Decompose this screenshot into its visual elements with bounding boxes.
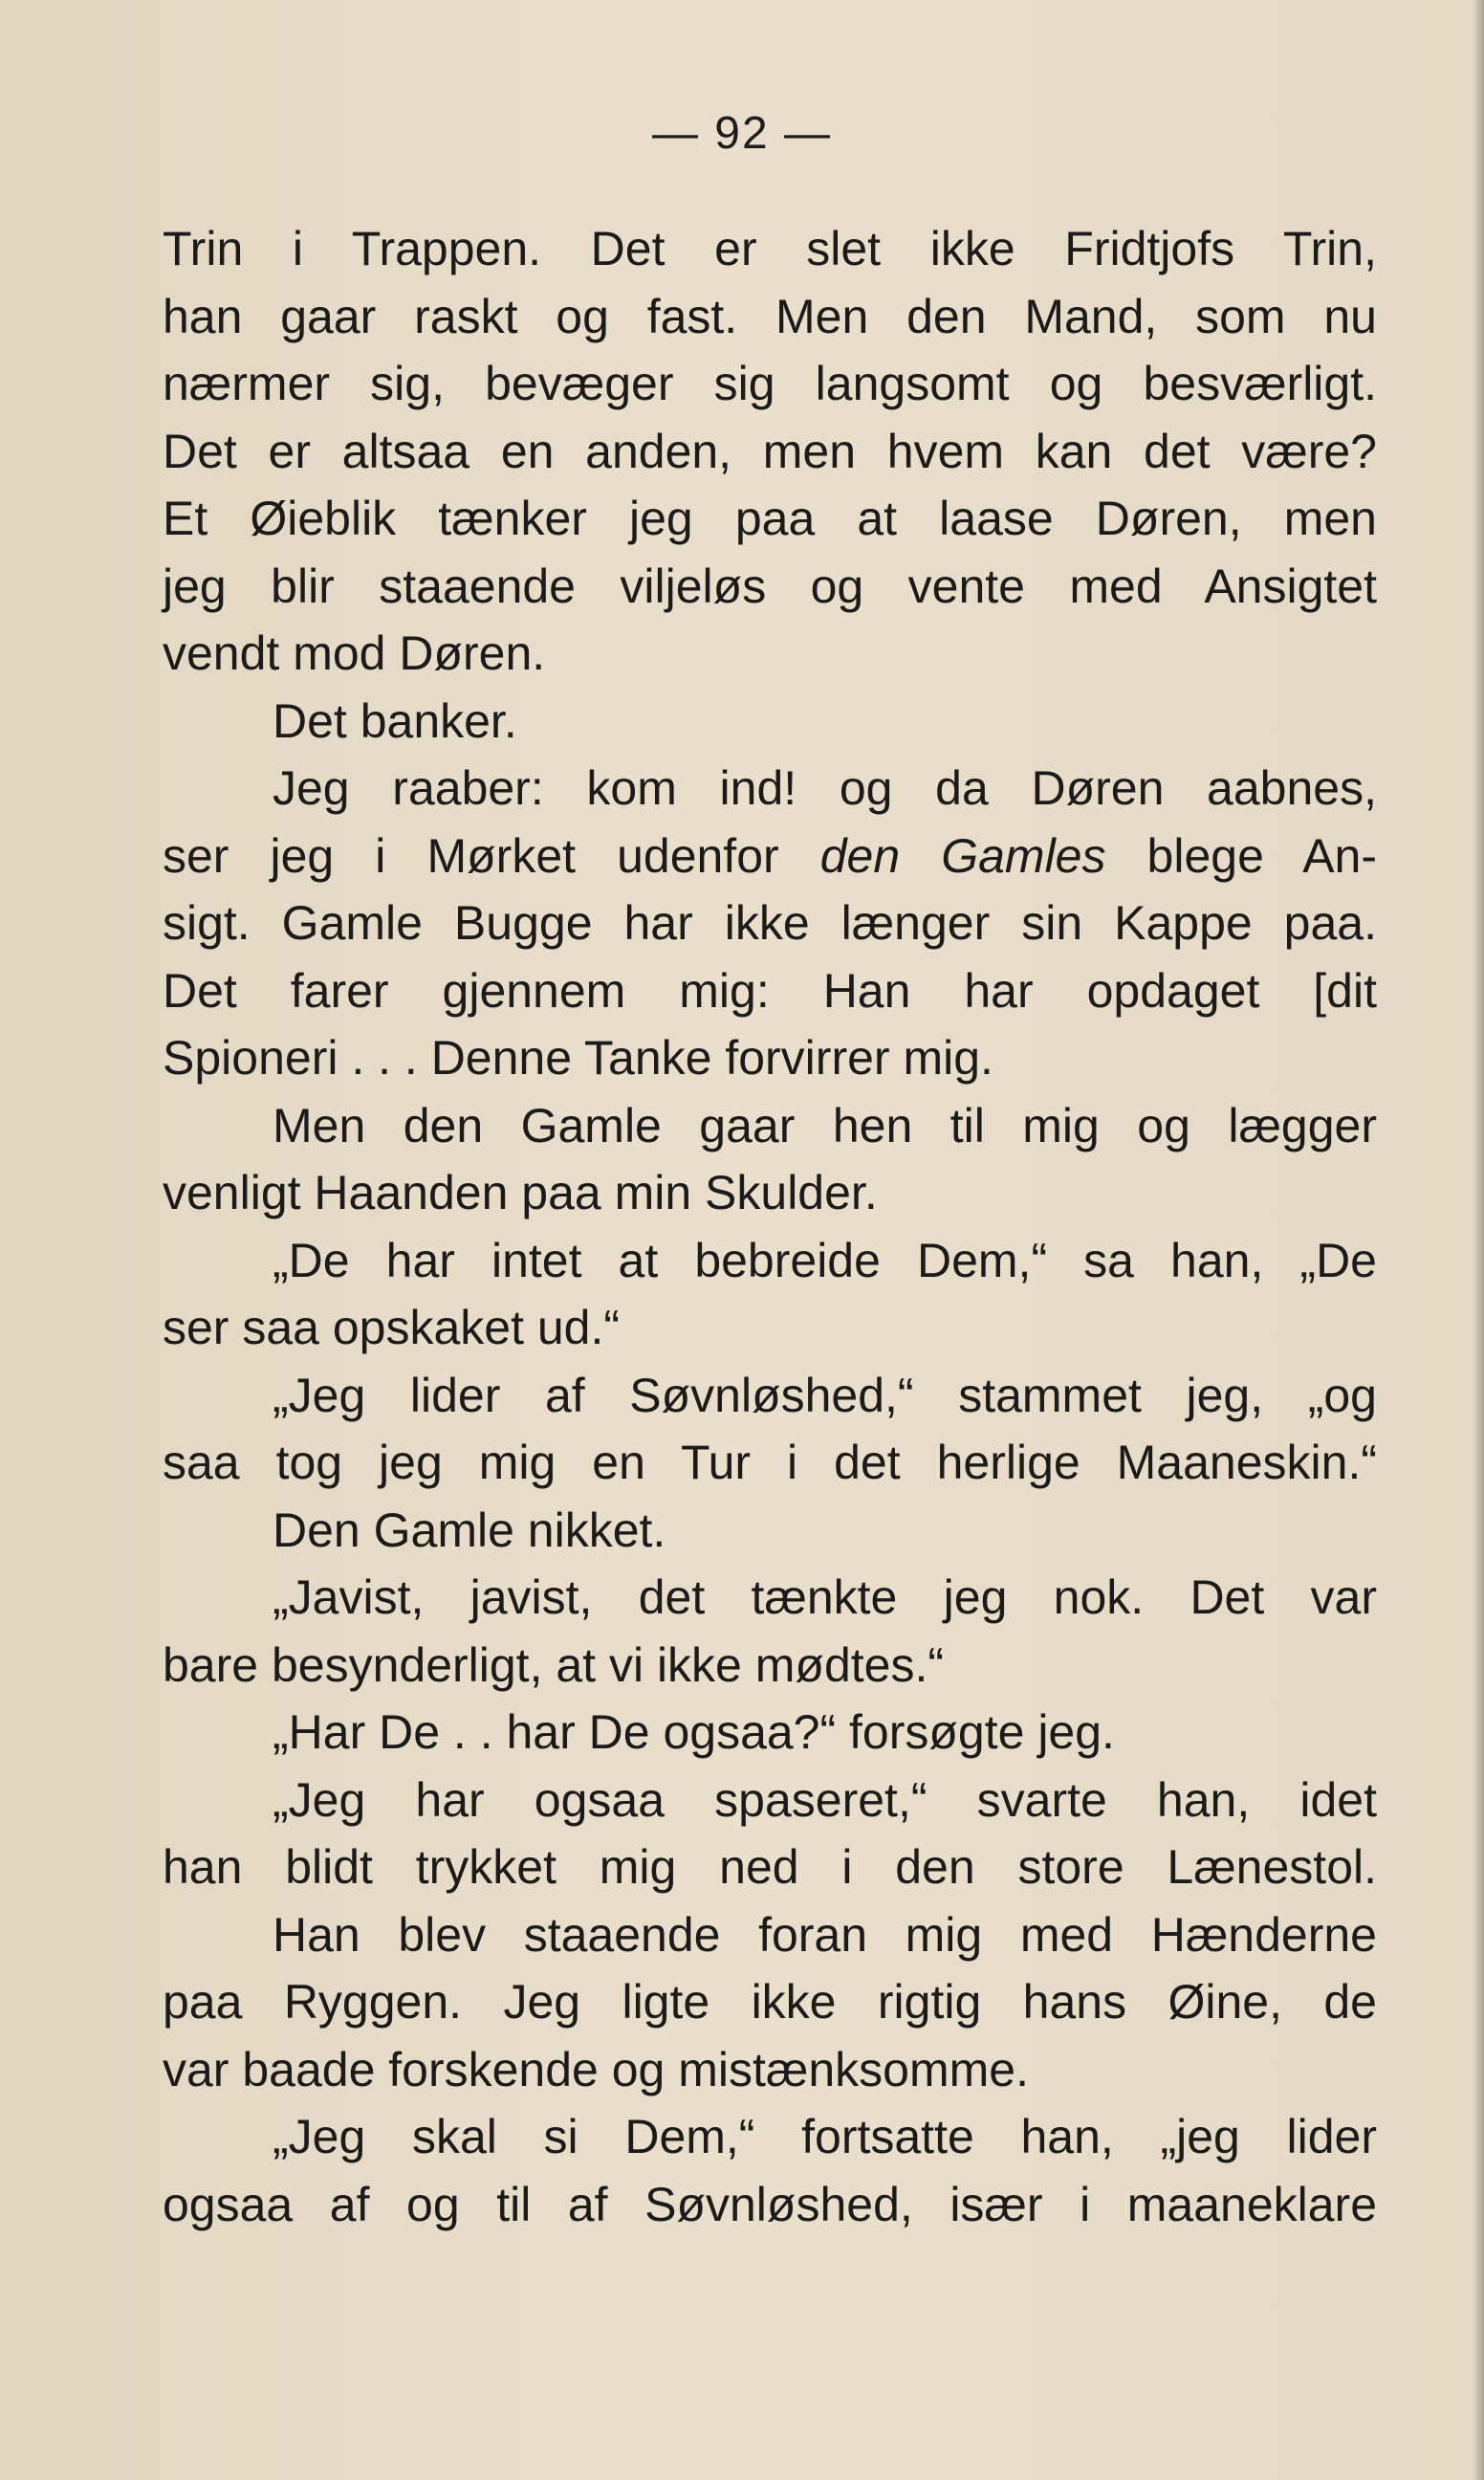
text-line: Et Øieblik tænker jeg paa at laase Døren, men [163, 492, 1377, 545]
text-line: venligt Haanden paa min Skulder. [163, 1166, 878, 1219]
text-line: ogsaa af og til af Søvnløshed, især i maaneklare [163, 2177, 1377, 2231]
text-line: Det farer gjennem mig: Han har opdaget [dit [163, 963, 1377, 1018]
text-line: sigt. Gamle Bugge har ikke længer sin Kappe paa. [163, 896, 1377, 950]
text-line: „De har intet at bebreide Dem,“ sa han, „De [273, 1233, 1377, 1287]
text-line: Det er altsaa en anden, men hvem kan det være? [163, 424, 1377, 478]
text-line: Men den Gamle gaar hen til mig og lægger [273, 1098, 1377, 1152]
text-line: jeg blir staaende viljeløs og vente med Ansigtet [163, 559, 1377, 613]
text-line: „Jeg har ogsaa spaseret,“ svarte han, idet [273, 1772, 1377, 1827]
text-line: saa tog jeg mig en Tur i det herlige Maaneskin.“ [163, 1436, 1377, 1489]
text-segment: ser jeg i Mørket udenfor [163, 828, 820, 883]
text-line: „Jeg skal si Dem,“ fortsatte han, „jeg lider [273, 2110, 1377, 2163]
page-number: — 92 — [651, 108, 833, 159]
text-line: nærmer sig, bevæger sig langsomt og besværligt. [163, 357, 1377, 410]
text-line: „Har De . . har De ogsaa?“ forsøgte jeg. [273, 1705, 1115, 1759]
text-line: Trin i Trappen. Det er slet ikke Fridtjofs Trin, [163, 222, 1377, 275]
text-line: „Jeg lider af Søvnløshed,“ stammet jeg, „og [273, 1368, 1377, 1422]
text-line: han gaar raskt og fast. Men den Mand, som nu [163, 289, 1377, 343]
text-line: var baade forskende og mistænksomme. [163, 2042, 1029, 2096]
text-line: paa Ryggen. Jeg ligte ikke rigtig hans Øine, de [163, 1975, 1377, 2029]
text-line: bare besynderligt, at vi ikke mødtes.“ [163, 1637, 944, 1692]
text-line: vendt mod Døren. [163, 626, 546, 680]
text-line: Spioneri . . . Denne Tanke forvirrer mig. [163, 1031, 993, 1085]
text-line: Det banker. [273, 693, 517, 748]
text-line: ser saa opskaket ud.“ [163, 1301, 621, 1354]
text-segment: blege An- [1105, 828, 1377, 883]
page-edge-shadow [1473, 0, 1484, 2480]
text-line: Jeg raaber: kom ind! og da Døren aabnes, [273, 761, 1377, 815]
text-line [163, 823, 1377, 890]
body-text [163, 215, 1377, 2238]
text-line: Den Gamle nikket. [273, 1503, 666, 1557]
text-line: „Javist, javist, det tænkte jeg nok. Det var [273, 1570, 1377, 1624]
text-line: Han blev staaende foran mig med Hænderne [273, 1907, 1377, 1962]
italic-text-segment: den Gamles [819, 828, 1106, 883]
text-line: han blidt trykket mig ned i den store Lænestol. [163, 1840, 1377, 1894]
